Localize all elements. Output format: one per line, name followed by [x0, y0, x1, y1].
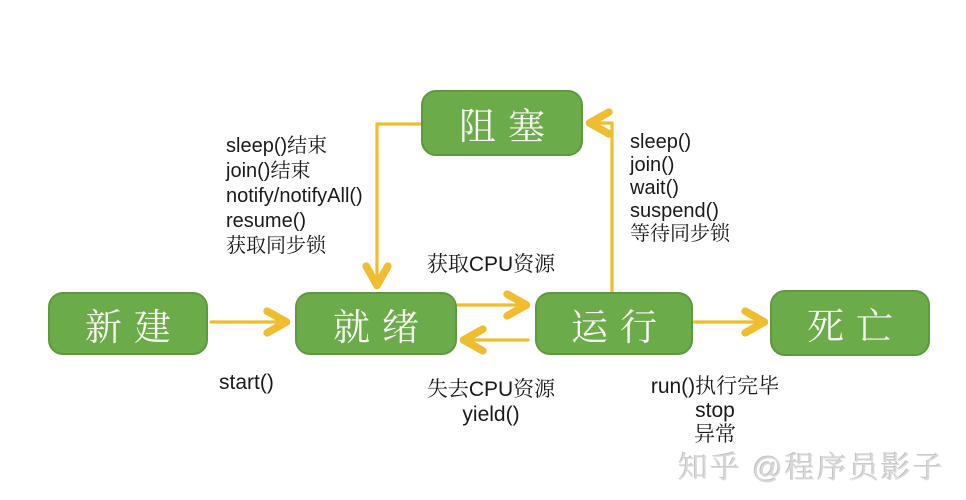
transition-label: join()结束 — [226, 160, 311, 182]
transition-label: suspend() — [630, 200, 719, 222]
state-label-ready: 就绪 — [333, 307, 431, 349]
arrow-running-to-blocked — [592, 123, 612, 291]
transition-labels-running-to-dead — [635, 375, 795, 447]
watermark-text: 知乎 @程序员影子 — [678, 452, 945, 485]
transition-label: stop — [695, 399, 735, 422]
transition-label: resume() — [226, 210, 307, 232]
state-box-ready — [295, 292, 457, 355]
state-label-dead: 死亡 — [807, 307, 905, 348]
state-box-running — [535, 292, 693, 355]
state-box-new — [48, 292, 208, 355]
state-label-blocked: 阻塞 — [459, 107, 557, 148]
transition-label: yield() — [462, 403, 520, 426]
transition-label-new-to-ready: start() — [219, 371, 274, 394]
transition-label: sleep()结束 — [226, 135, 328, 157]
transition-labels-running-to-blocked — [630, 131, 730, 246]
transition-label: notify/notifyAll() — [226, 185, 363, 207]
state-box-blocked — [421, 90, 583, 156]
transition-labels-blocked-to-ready — [226, 134, 363, 259]
transition-labels-running-to-ready — [406, 377, 576, 427]
transition-label: sleep() — [630, 131, 692, 153]
transition-label: 获取同步锁 — [226, 235, 326, 257]
transition-label: 失去CPU资源 — [426, 378, 556, 401]
transition-label: 等待同步锁 — [630, 223, 730, 245]
state-label-new: 新建 — [85, 307, 183, 349]
transition-label: wait() — [630, 177, 679, 199]
transition-label-ready-to-running: 获取CPU资源 — [426, 253, 556, 276]
transition-label: 异常 — [694, 423, 736, 446]
transition-label: join() — [630, 154, 675, 176]
state-box-dead — [770, 290, 930, 356]
transition-label: run()执行完毕 — [650, 375, 780, 398]
state-label-running: 运行 — [571, 307, 669, 349]
